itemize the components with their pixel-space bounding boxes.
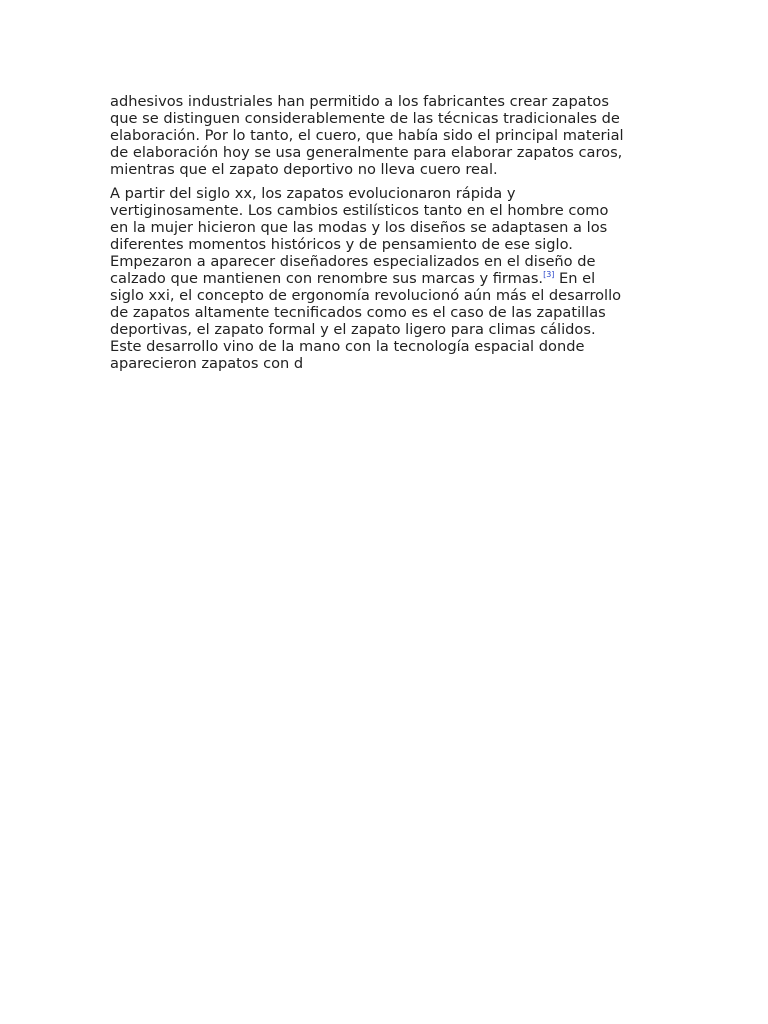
text-line: de elaboración hoy se usa generalmente para elaborar zapatos caros,: [110, 144, 623, 161]
text-line: deportivas, el zapato formal y el zapato ligero para climas cálidos.: [110, 321, 596, 338]
paragraph-evolution: [110, 185, 658, 372]
text-line: aparecieron zapatos con d: [110, 355, 304, 372]
text-line: adhesivos industriales han permitido a los fabricantes crear zapatos: [110, 93, 609, 110]
text-fragment: En el: [554, 270, 596, 287]
text-line: en la mujer hicieron que las modas y los diseños se adaptasen a los: [110, 219, 608, 236]
text-line-with-reference: [110, 270, 658, 287]
text-line: Este desarrollo vino de la mano con la tecnología espacial donde: [110, 338, 585, 355]
text-line: A partir del siglo xx, los zapatos evolucionaron rápida y: [110, 185, 516, 202]
citation-link[interactable]: [3]: [543, 270, 555, 279]
text-line: Empezaron a aparecer diseñadores especializados en el diseño de: [110, 253, 596, 270]
document-page: [110, 93, 658, 372]
text-line: mientras que el zapato deportivo no lleva cuero real.: [110, 161, 498, 178]
text-line: de zapatos altamente tecnificados como es el caso de las zapatillas: [110, 304, 606, 321]
text-line: elaboración. Por lo tanto, el cuero, que había sido el principal material: [110, 127, 624, 144]
text-line: siglo xxi, el concepto de ergonomía revolucionó aún más el desarrollo: [110, 287, 622, 304]
text-fragment: calzado que mantienen con renombre sus marcas y firmas.: [110, 270, 544, 287]
citation-reference: [543, 270, 554, 279]
text-line: vertiginosamente. Los cambios estilísticos tanto en el hombre como: [110, 202, 609, 219]
paragraph-materials: [110, 93, 658, 178]
text-line: diferentes momentos históricos y de pensamiento de ese siglo.: [110, 236, 573, 253]
text-line: que se distinguen considerablemente de las técnicas tradicionales de: [110, 110, 620, 127]
